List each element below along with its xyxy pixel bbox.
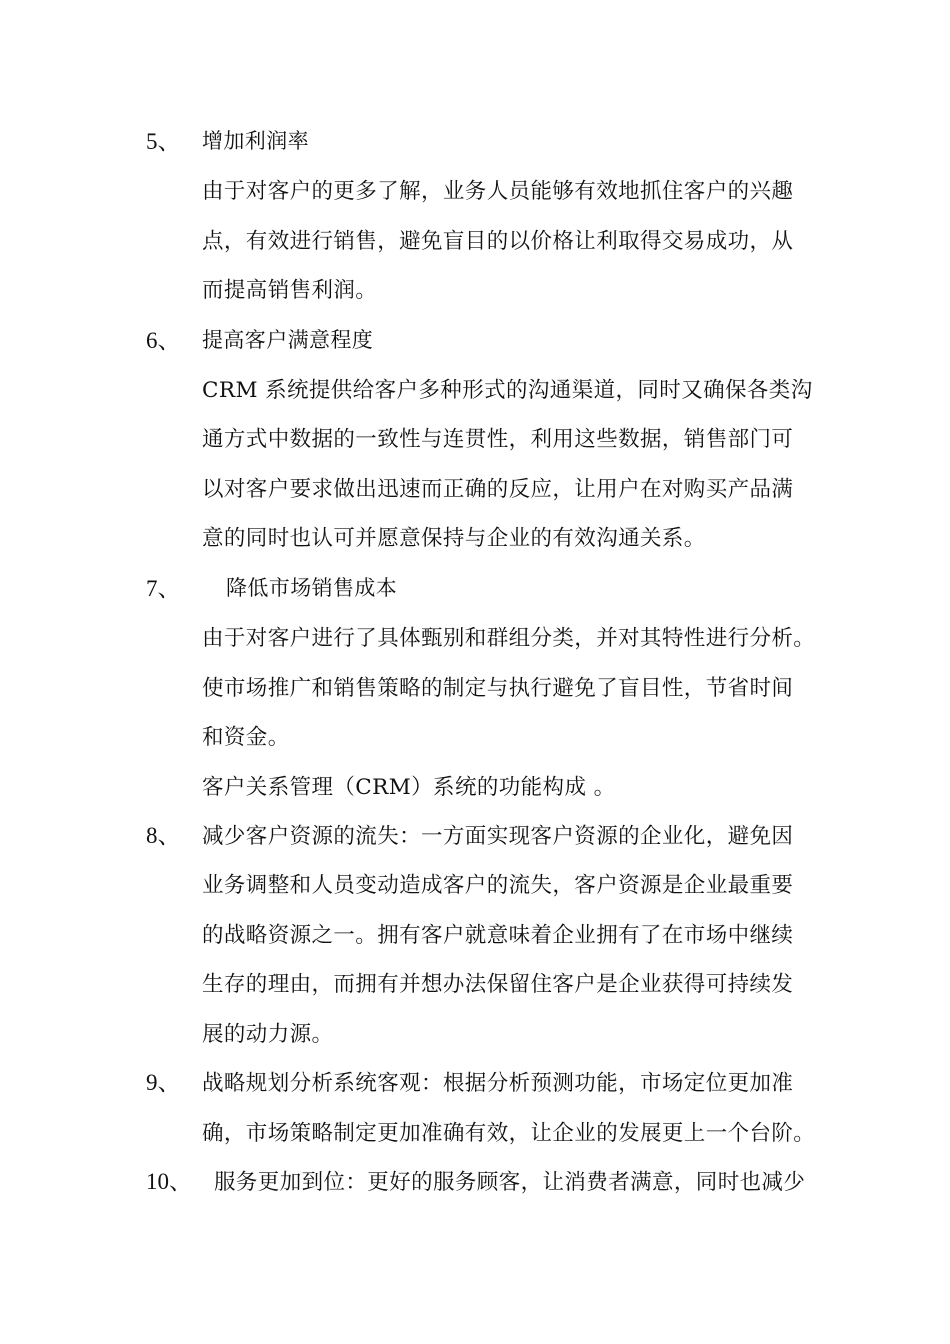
item-number: 10、 [146, 1169, 192, 1194]
paragraph-line: 服务更加到位：更好的服务顾客，让消费者满意，同时也减少 [214, 1170, 806, 1195]
item-number: 5、 [146, 129, 181, 154]
item-number: 9、 [146, 1070, 181, 1095]
paragraph-line: 业务调整和人员变动造成客户的流失，客户资源是企业最重要 [202, 873, 794, 898]
paragraph-line: 通方式中数据的一致性与连贯性，利用这些数据，销售部门可 [202, 427, 794, 452]
paragraph-line: 由于对客户的更多了解，业务人员能够有效地抓住客户的兴趣 [202, 179, 794, 204]
paragraph-line: 点，有效进行销售，避免盲目的以价格让利取得交易成功，从 [202, 229, 794, 254]
paragraph-line: 生存的理由，而拥有并想办法保留住客户是企业获得可持续发 [202, 972, 794, 997]
paragraph-line: 使市场推广和销售策略的制定与执行避免了盲目性，节省时间 [202, 676, 794, 701]
item-heading: 提高客户满意程度 [202, 328, 374, 352]
item-heading: 降低市场销售成本 [226, 576, 398, 600]
paragraph-line: 展的动力源。 [202, 1022, 334, 1047]
item-number: 7、 [146, 576, 181, 601]
section-title: 客户关系管理（CRM）系统的功能构成 。 [202, 775, 616, 800]
paragraph-line: 而提高销售利润。 [202, 278, 378, 303]
paragraph-line: 和资金。 [202, 725, 290, 750]
paragraph-line: 战略规划分析系统客观：根据分析预测功能，市场定位更加准 [202, 1071, 794, 1096]
paragraph-line: 由于对客户进行了具体甄别和群组分类，并对其特性进行分析。 [202, 626, 816, 651]
item-number: 6、 [146, 328, 181, 353]
item-number: 8、 [146, 823, 181, 848]
paragraph-line: 意的同时也认可并愿意保持与企业的有效沟通关系。 [202, 526, 706, 551]
paragraph-line: 确，市场策略制定更加准确有效，让企业的发展更上一个台阶。 [202, 1121, 816, 1146]
paragraph-line: 减少客户资源的流失：一方面实现客户资源的企业化，避免因 [202, 824, 794, 849]
item-heading: 增加利润率 [202, 129, 309, 153]
paragraph-line: 以对客户要求做出迅速而正确的反应，让用户在对购买产品满 [202, 477, 794, 502]
paragraph-line: CRM 系统提供给客户多种形式的沟通渠道，同时又确保各类沟 [202, 378, 813, 403]
paragraph-line: 的战略资源之一。拥有客户就意味着企业拥有了在市场中继续 [202, 923, 794, 948]
